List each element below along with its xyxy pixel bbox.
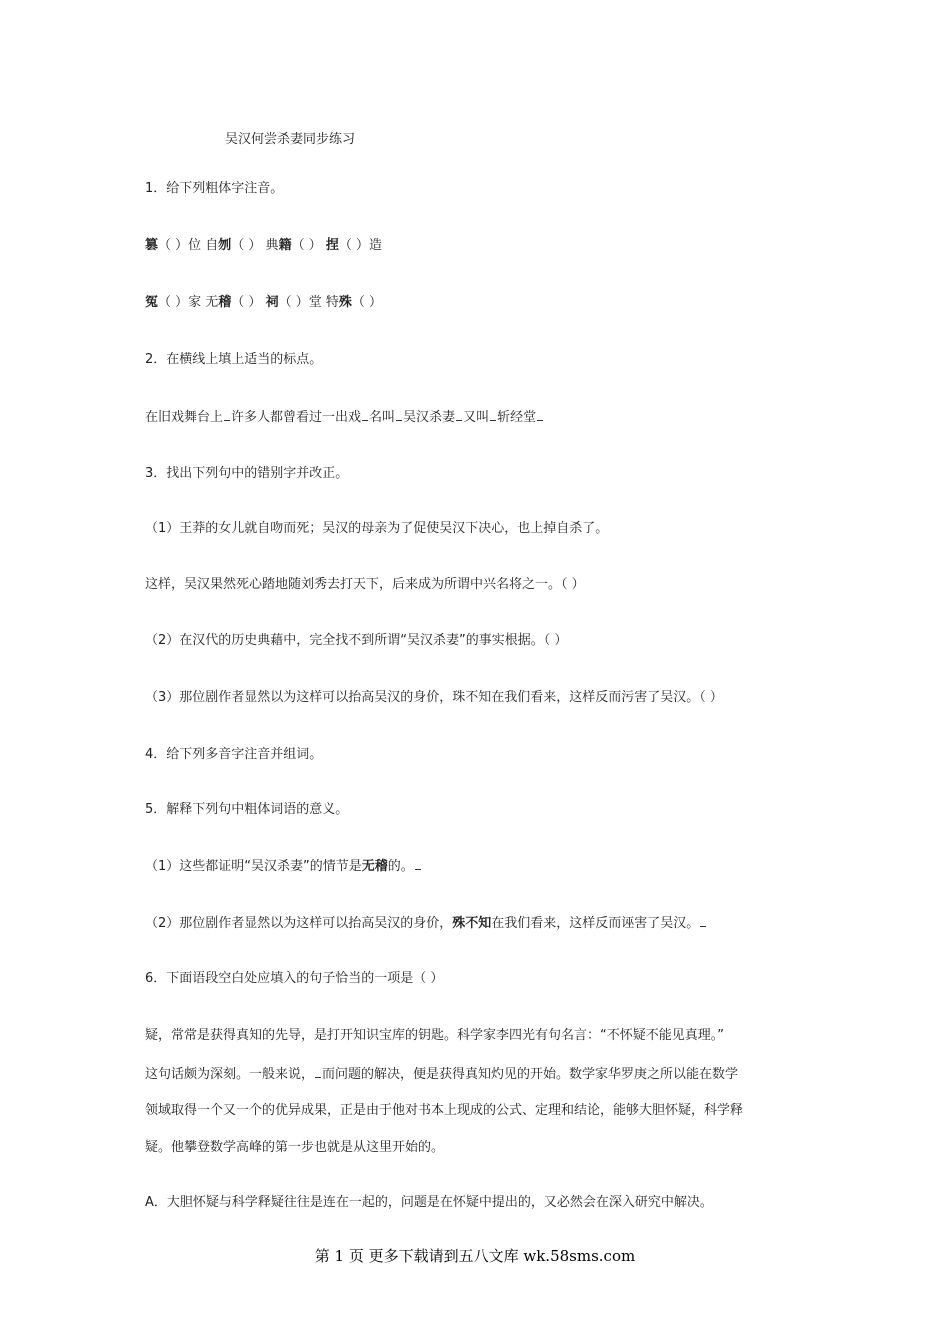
fill-blank[interactable] <box>315 1065 321 1078</box>
fill-blank[interactable] <box>700 914 706 927</box>
question-2-prompt: 2．在横线上填上适当的标点。 <box>145 352 323 367</box>
sentence-part: 的。 <box>387 859 414 874</box>
bold-char: 殊 <box>338 295 352 310</box>
question-5-sentence-1 <box>145 857 422 876</box>
fill-blank[interactable] <box>396 408 402 421</box>
question-6-passage-line-2 <box>145 1065 738 1084</box>
question-2-sentence <box>145 408 544 427</box>
question-3-sentence-2: （2）在汉代的历史典藉中，完全找不到所谓“吴汉杀妻”的事实根据。（ ） <box>145 633 568 648</box>
bold-char: 祠 <box>265 295 279 310</box>
bold-char: 篡 <box>145 238 159 253</box>
sentence-part: 这句话颇为深刻。一般来说， <box>145 1067 315 1082</box>
question-6-passage-line-3: 领域取得一个又一个的优异成果，正是由于他对书本上现成的公式、定理和结论，能够大胆怀疑，科学释 <box>145 1103 744 1118</box>
question-1-row-1 <box>145 237 382 255</box>
fill-blank[interactable] <box>456 408 462 421</box>
sentence-part: 在旧戏舞台上 <box>145 410 224 425</box>
blank-text: （ ） <box>351 295 382 310</box>
question-1-row-2 <box>145 294 382 312</box>
blank-text: （ ）堂 特 <box>278 295 339 310</box>
question-3-sentence-1b: 这样，吴汉果然死心踏地随刘秀去打天下，后来成为所谓中兴名将之一。（ ） <box>145 577 585 592</box>
question-6-passage-line-4: 疑。他攀登数学高峰的第一步也就是从这里开始的。 <box>145 1140 445 1155</box>
bold-char: 冤 <box>145 295 159 310</box>
fill-blank[interactable] <box>224 408 230 421</box>
blank-text: （ ） 典 <box>231 238 279 253</box>
question-6-passage-line-1: 疑，常常是获得真知的先导，是打开知识宝库的钥匙。科学家李四光有句名言：“不怀疑不能见真理。” <box>145 1028 724 1043</box>
bold-char: 籍 <box>278 238 292 253</box>
blank-text: （ ） <box>231 295 266 310</box>
bold-char: 捏 <box>325 238 339 253</box>
sentence-part: （1）这些都证明“吴汉杀妻”的情节是 <box>145 859 362 874</box>
blank-text: （ ）造 <box>338 238 382 253</box>
question-5-sentence-2 <box>145 914 707 933</box>
fill-blank[interactable] <box>415 857 421 870</box>
page-title: 吴汉何尝杀妻同步练习 <box>225 132 356 147</box>
question-6-prompt: 6．下面语段空白处应填入的句子恰当的一项是（ ） <box>145 971 444 986</box>
fill-blank[interactable] <box>490 408 496 421</box>
blank-text: （ ）家 无 <box>158 295 219 310</box>
page-footer: 第 1 页 更多下载请到五八文库 wk.58sms.com <box>314 1247 636 1265</box>
blank-text: （ ）位 自 <box>158 238 219 253</box>
bold-word: 无稽 <box>361 859 388 874</box>
question-4-prompt: 4．给下列多音字注音并组词。 <box>145 747 323 762</box>
sentence-part: （2）那位剧作者显然以为这样可以抬高吴汉的身价， <box>145 916 453 931</box>
sentence-part: 吴汉杀妻 <box>403 410 456 425</box>
question-3-prompt: 3．找出下列句中的错别字并改正。 <box>145 466 349 481</box>
sentence-part: 斩经堂 <box>497 410 537 425</box>
sentence-part: 又叫 <box>463 410 490 425</box>
question-5-prompt: 5．解释下列句中粗体词语的意义。 <box>145 802 349 817</box>
fill-blank[interactable] <box>362 408 368 421</box>
bold-char: 稽 <box>218 295 232 310</box>
fill-blank[interactable] <box>537 408 543 421</box>
sentence-part: 而问题的解决，便是获得真知灼见的开始。数学家华罗庚之所以能在数学 <box>322 1067 739 1082</box>
sentence-part: 名叫 <box>369 410 396 425</box>
question-3-sentence-1a: （1）王莽的女儿就自吻而死；吴汉的母亲为了促使吴汉下决心，也上掉自杀了。 <box>145 521 609 536</box>
question-1-prompt: 1．给下列粗体字注音。 <box>145 181 284 196</box>
bold-word: 殊不知 <box>452 916 492 931</box>
question-6-option-a: A．大胆怀疑与科学释疑往往是连在一起的，问题是在怀疑中提出的，又必然会在深入研究中解决。 <box>145 1195 713 1210</box>
sentence-part: 在我们看来，这样反而诬害了吴汉。 <box>491 916 700 931</box>
question-3-sentence-3: （3）那位剧作者显然以为这样可以抬高吴汉的身价，珠不知在我们看来，这样反而污害了吴汉。（ ） <box>145 690 723 705</box>
blank-text: （ ） <box>291 238 326 253</box>
bold-char: 刎 <box>218 238 232 253</box>
sentence-part: 许多人都曾看过一出戏 <box>231 410 362 425</box>
